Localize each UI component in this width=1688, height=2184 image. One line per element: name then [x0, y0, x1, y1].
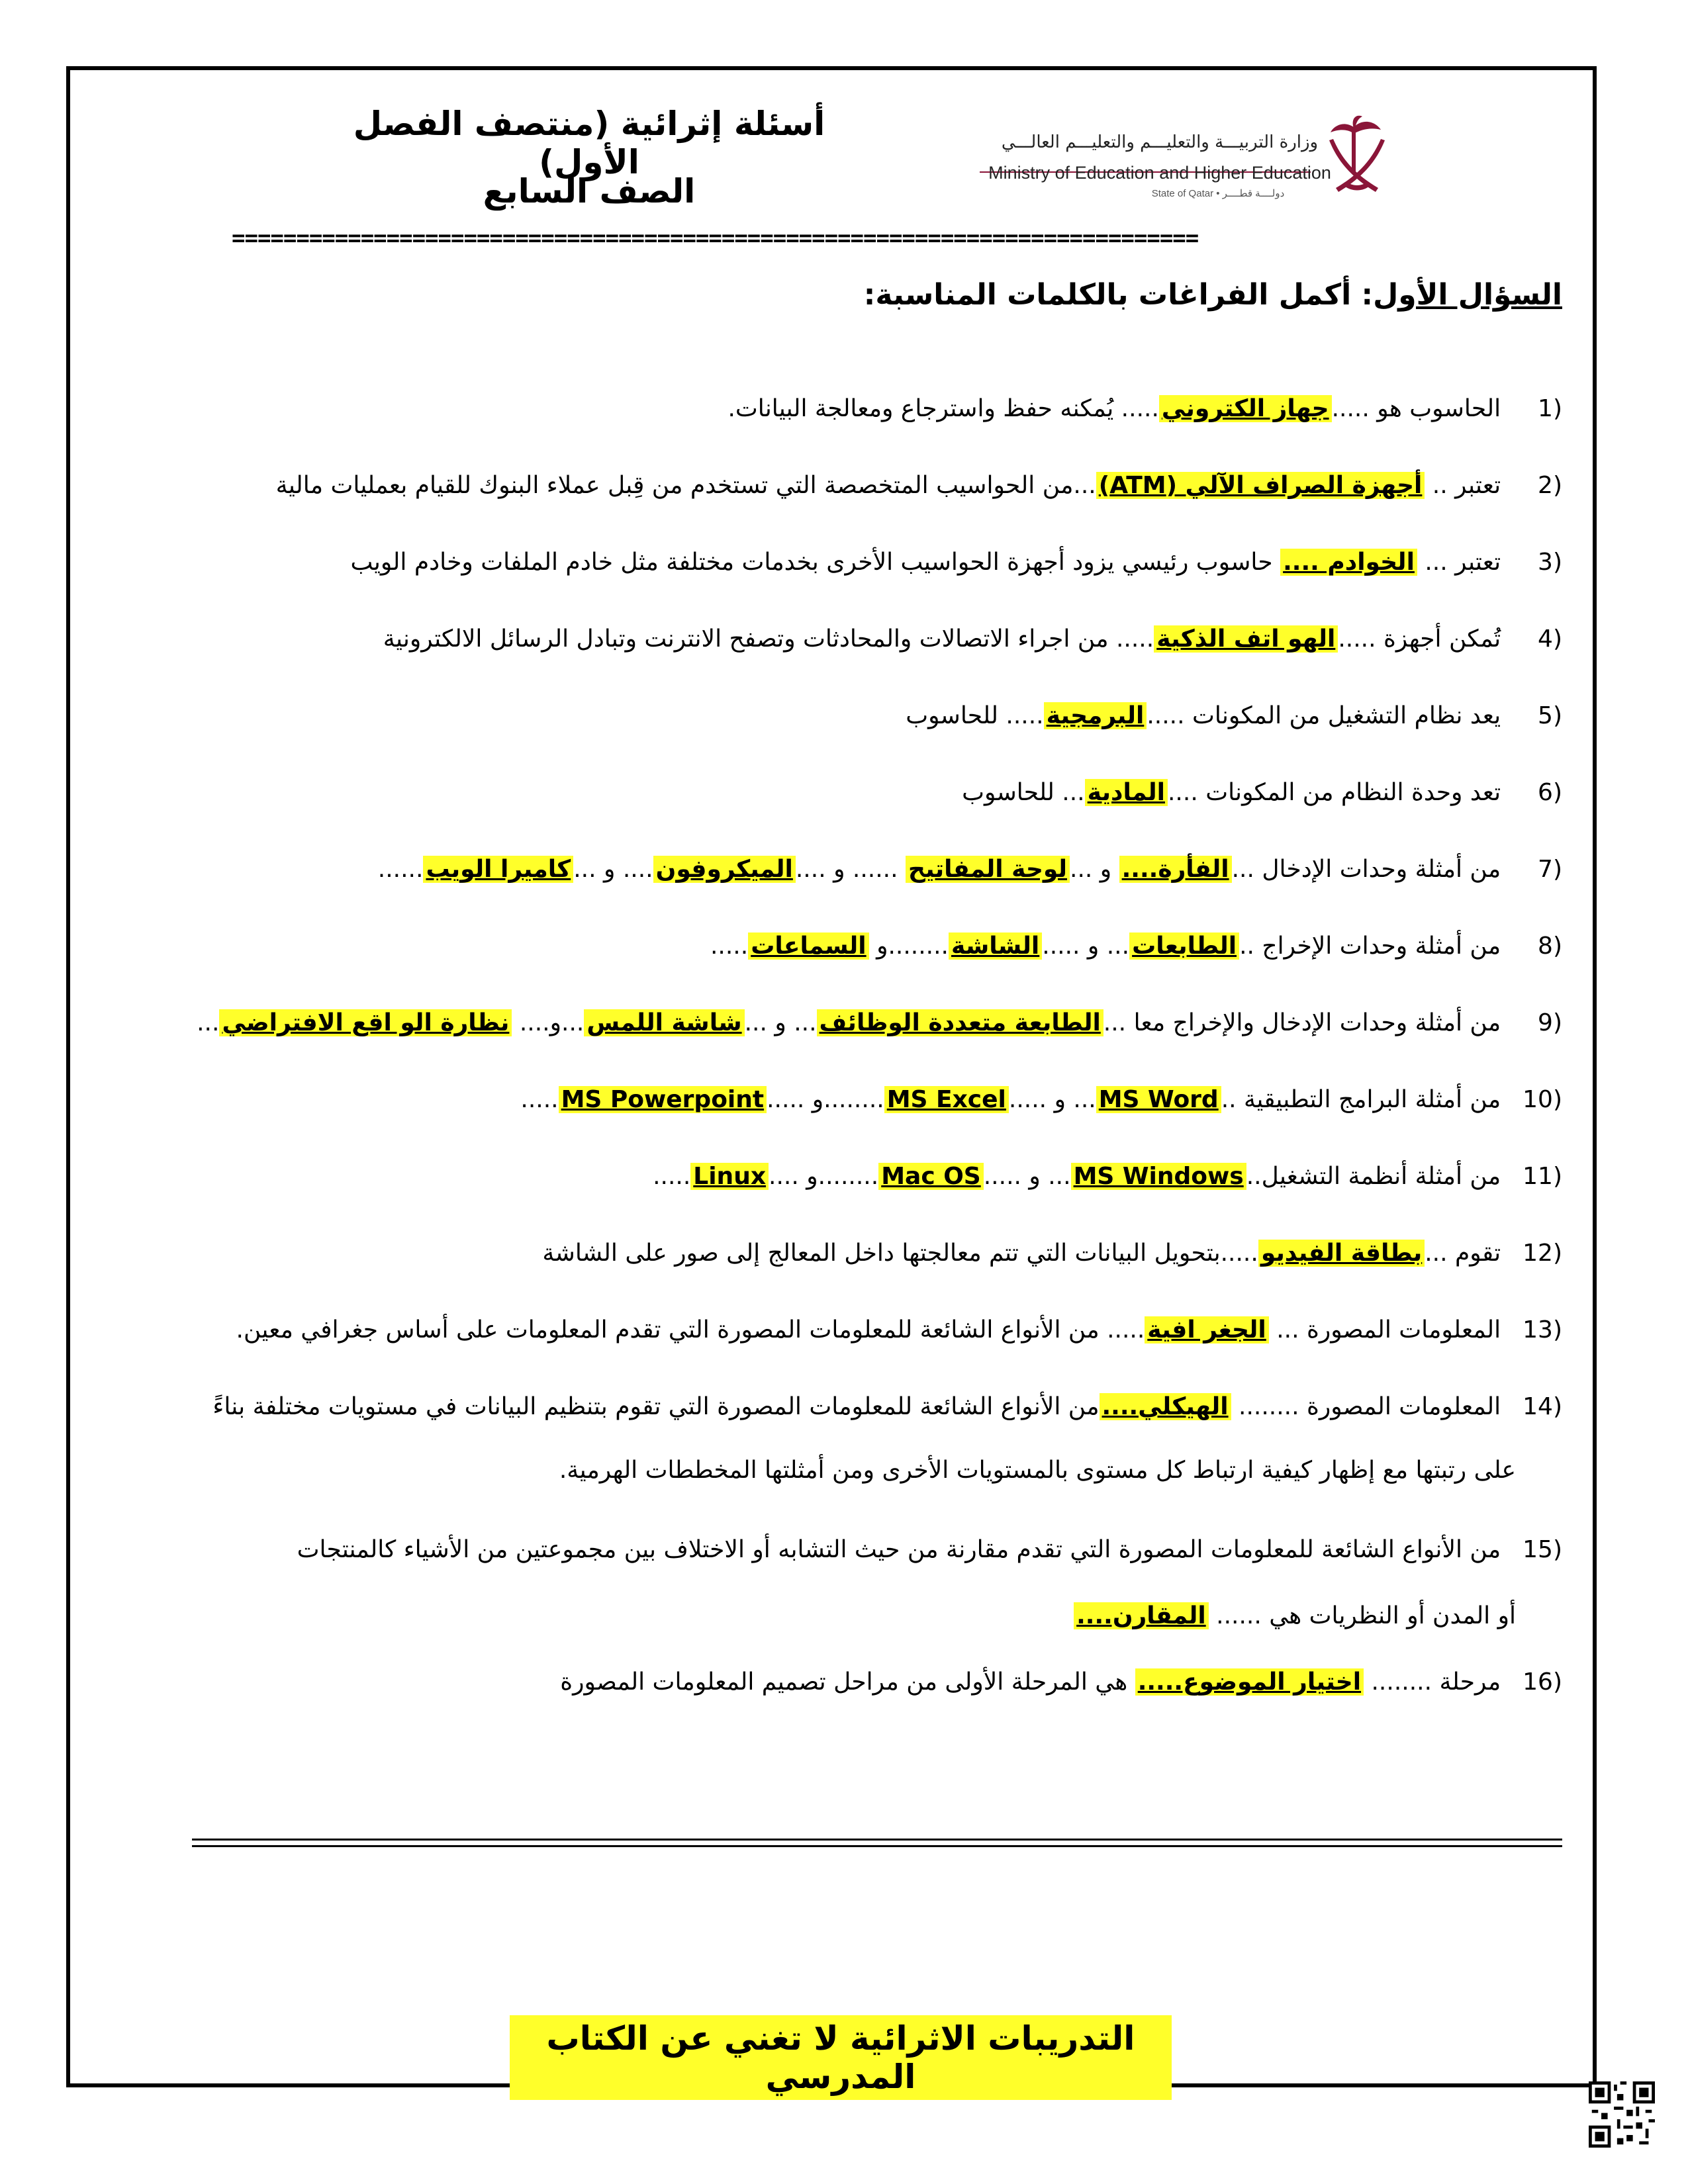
item-text: ........و [868, 933, 949, 960]
item-text: ..... [653, 1163, 691, 1190]
item-text: ... و ... [744, 1009, 817, 1036]
item-text: هي المرحلة الأولى من مراحل تصميم المعلومات المصورة [560, 1668, 1135, 1696]
list-item [172, 621, 1562, 658]
item-number: 10) [1523, 1086, 1562, 1113]
item-text: تقوم ... [1425, 1240, 1501, 1267]
item-text: ..... من الأنواع الشائعة للمعلومات المصورة التي تقدم المعلومات على أساس جغرافي معين. [236, 1316, 1145, 1343]
list-item [172, 1081, 1562, 1118]
highlighted-answer: MS Excel [884, 1086, 1009, 1113]
item-number: 7) [1538, 856, 1562, 883]
list-item [172, 1531, 1562, 1569]
highlighted-answer: جهاز الكتروني [1159, 395, 1332, 422]
highlighted-answer: المقارن.... [1074, 1602, 1209, 1629]
list-item [172, 544, 1562, 581]
item-number: 6) [1538, 779, 1562, 806]
item-number: 8) [1538, 933, 1562, 960]
highlighted-answer: MS Word [1096, 1086, 1221, 1113]
item-text: حاسوب رئيسي يزود أجهزة الحواسيب الأخرى بخدمات مختلفة مثل خادم الملفات وخادم الويب [350, 549, 1281, 576]
item-text: ...و.... [512, 1009, 585, 1036]
item-text: على رتبتها مع إظهار كيفية ارتباط كل مستوى بالمستويات الأخرى ومن أمثلتها المخططات الهرمية. [559, 1457, 1516, 1484]
list-item [172, 698, 1562, 735]
highlighted-answer: الفأرة.... [1119, 856, 1232, 883]
list-item [172, 928, 1562, 965]
double-line-top [192, 1839, 1562, 1841]
item-text: ... و ..... [1008, 1086, 1096, 1113]
item-number: 13) [1523, 1316, 1562, 1343]
item-number: 3) [1538, 549, 1562, 576]
list-item [172, 1158, 1562, 1195]
item-text: المعلومات المصورة ... [1268, 1316, 1501, 1343]
item-text: من أمثلة البرامج التطبيقية .. [1221, 1086, 1501, 1113]
ministry-name-arabic: وزارة التربيـــة والتعليـــم والتعليـــم العالـــي [1001, 132, 1319, 152]
item-text: من أمثلة وحدات الإدخال والإخراج معا ... [1103, 1009, 1501, 1036]
item-number: 2) [1538, 472, 1562, 499]
highlighted-answer: Mac OS [878, 1163, 984, 1190]
highlighted-answer: MS Windows [1071, 1163, 1246, 1190]
question-label: السؤال الأول [1373, 278, 1562, 312]
item-text: يعد نظام التشغيل من المكونات ..... [1147, 702, 1501, 729]
list-item [172, 851, 1562, 888]
list-item [172, 1388, 1562, 1426]
item-number: 12) [1523, 1240, 1562, 1267]
item-text: الحاسوب هو ..... [1331, 395, 1501, 422]
list-item [172, 467, 1562, 504]
item-text: ..... [520, 1086, 559, 1113]
highlighted-answer: نظارة الو اقع الافتراضي [219, 1009, 512, 1036]
footer-note [510, 2015, 1172, 2096]
item-text: ...من الحواسيب المتخصصة التي تستخدم من قِبل عملاء البنوك للقيام بعمليات مالية [275, 472, 1096, 499]
item-number: 11) [1523, 1163, 1562, 1190]
question-heading [172, 278, 1562, 312]
item-text: .... و ... [573, 856, 653, 883]
item-number: 16) [1523, 1668, 1562, 1696]
item-number: 5) [1538, 702, 1562, 729]
item-text: ........و .... [769, 1163, 879, 1190]
item-number: 15) [1523, 1536, 1562, 1563]
list-item [172, 774, 1562, 811]
item-text: مرحلة ........ [1364, 1668, 1501, 1696]
highlighted-answer: شاشة اللمس [584, 1009, 744, 1036]
item-text: ... و ..... [983, 1163, 1071, 1190]
highlighted-answer: الطابعة متعددة الوظائف [817, 1009, 1103, 1036]
double-line-bottom [192, 1845, 1562, 1847]
highlighted-answer: MS Powerpoint [559, 1086, 767, 1113]
highlighted-answer: السماعات [748, 933, 868, 960]
item-text: و ... [1070, 856, 1119, 883]
item-text: تعد وحدة النظام من المكونات .... [1167, 779, 1501, 806]
item-text: ..... يُمكنه حفظ واسترجاع ومعالجة البيانات. [727, 395, 1159, 422]
item-text: أو المدن أو النظريات هي ...... [1208, 1602, 1516, 1629]
item-text: ...... [377, 856, 424, 883]
list-item [172, 1312, 1562, 1349]
item-number: 4) [1538, 625, 1562, 653]
list-item [172, 1664, 1562, 1701]
item-text: ... و ..... [1042, 933, 1130, 960]
list-item [172, 1005, 1562, 1042]
item-text: ...... و .... [795, 856, 906, 883]
highlighted-answer: كاميرا الويب [423, 856, 573, 883]
item-text: ........و ..... [767, 1086, 884, 1113]
list-item [172, 390, 1562, 428]
highlighted-answer: الجغر افية [1145, 1316, 1269, 1343]
highlighted-answer: البرمجية [1044, 702, 1147, 729]
highlighted-answer: الطابعات [1129, 933, 1239, 960]
item-number: 9) [1538, 1009, 1562, 1036]
item-number: 1) [1538, 395, 1562, 422]
list-item [172, 1598, 1562, 1635]
item-text: تُمكن أجهزة ..... [1338, 625, 1501, 653]
highlighted-answer: أجهزة الصراف الآلي (ATM) [1096, 472, 1425, 499]
item-text: ..... [710, 933, 749, 960]
item-text: تعتبر ... [1417, 549, 1501, 576]
item-text: .....بتحويل البيانات التي تتم معالجتها داخل المعالج إلى صور على الشاشة [542, 1240, 1258, 1267]
item-text: ... للحاسوب [962, 779, 1085, 806]
highlighted-answer: لوحة المفاتيح [906, 856, 1070, 883]
qr-code-icon [1589, 2081, 1655, 2148]
item-text: من الأنواع الشائعة للمعلومات المصورة التي تقدم مقارنة من حيث التشابه أو الاختلاف بين مجموعتين من الأشياء كالمنتجات [297, 1536, 1501, 1563]
item-text: ..... للحاسوب [906, 702, 1044, 729]
item-text: من أمثلة وحدات الإخراج .. [1239, 933, 1501, 960]
highlighted-answer: Linux [690, 1163, 769, 1190]
highlighted-answer: الهو اتف الذكية [1154, 625, 1338, 653]
item-text: تعتبر .. [1425, 472, 1501, 499]
item-text: من أمثلة أنظمة التشغيل.. [1246, 1163, 1501, 1190]
question-instruction: : أكمل الفراغات بالكلمات المناسبة: [863, 278, 1374, 312]
item-number: 14) [1523, 1393, 1562, 1420]
highlighted-answer: اختيار الموضوع..... [1135, 1668, 1364, 1696]
state-of-qatar: State of Qatar • دولــــة قطــــر [1151, 188, 1285, 199]
list-item [172, 1235, 1562, 1272]
highlighted-answer: المادية [1085, 779, 1168, 806]
separator-line: =========================================================================== [232, 225, 1199, 249]
item-text: ..... من اجراء الاتصالات والمحادثات وتصفح الانترنت وتبادل الرسائل الالكترونية [383, 625, 1154, 653]
ministry-name-english: Ministry of Education and Higher Education [988, 163, 1331, 183]
highlighted-answer: الشاشة [949, 933, 1042, 960]
grade-subtitle: الصف السابع [483, 172, 696, 210]
footer-note-text: التدريبات الاثرائية لا تغني عن الكتاب المدرسي [510, 2015, 1172, 2100]
item-text: ... [197, 1009, 220, 1036]
highlighted-answer: الميكروفون [653, 856, 796, 883]
page-frame [66, 66, 1597, 2087]
item-text: المعلومات المصورة ........ [1231, 1393, 1501, 1420]
highlighted-answer: الخوادم .... [1280, 549, 1417, 576]
highlighted-answer: بطاقة الفيديو [1258, 1240, 1425, 1267]
item-text: من أمثلة وحدات الإدخال ... [1231, 856, 1501, 883]
page-title: أسئلة إثرائية (منتصف الفصل الأول) [353, 105, 825, 181]
item-text: من الأنواع الشائعة للمعلومات المصورة التي تقوم بتنظيم البيانات في مستويات مختلفة بناءً [212, 1393, 1100, 1420]
list-item [172, 1452, 1562, 1489]
highlighted-answer: الهيكلي.... [1100, 1393, 1231, 1420]
